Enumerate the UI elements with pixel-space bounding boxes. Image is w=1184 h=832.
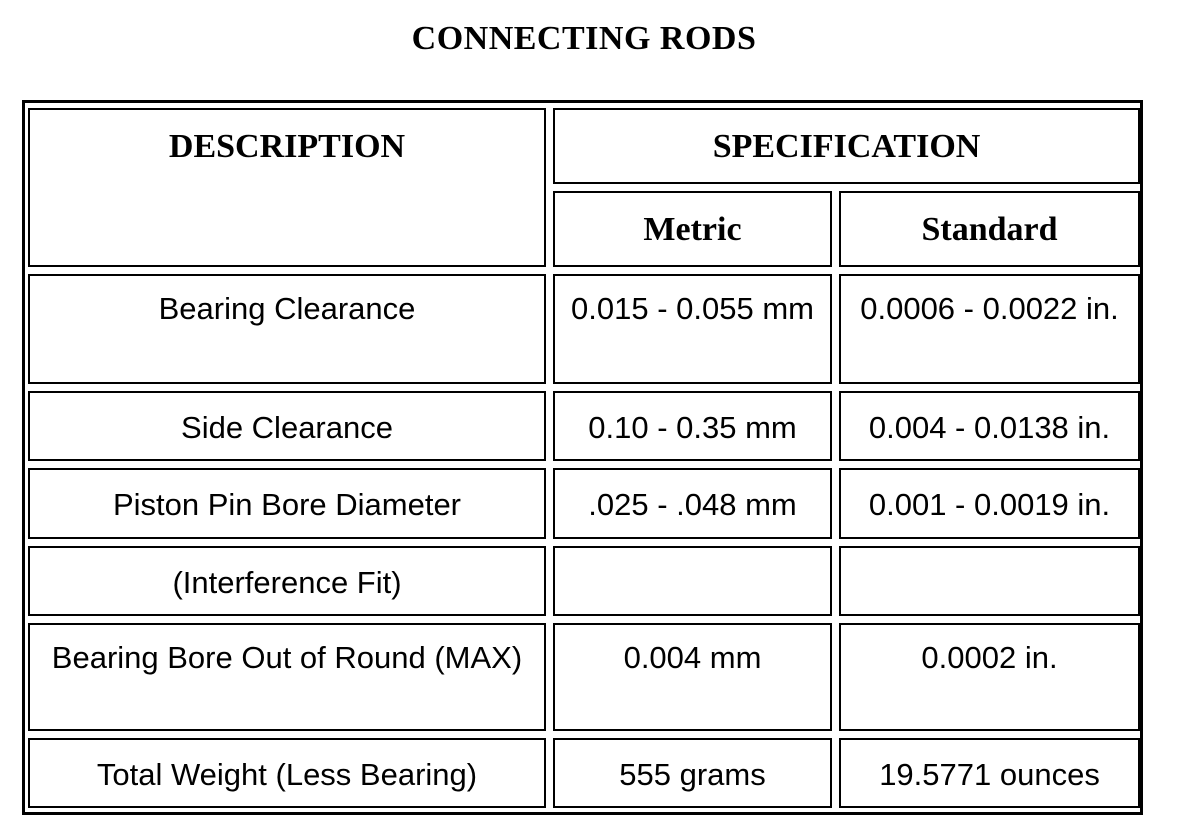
- row-metric: 555 grams: [553, 738, 832, 808]
- page-title: CONNECTING RODS: [411, 20, 757, 57]
- header-specification: SPECIFICATION: [553, 108, 1140, 184]
- header-row: [28, 108, 1140, 184]
- row-description: Bearing Clearance: [28, 274, 546, 384]
- row-description: (Interference Fit): [28, 546, 546, 616]
- header-standard: Standard: [839, 191, 1140, 267]
- row-description: Side Clearance: [28, 391, 546, 461]
- row-description: Bearing Bore Out of Round (MAX): [28, 623, 546, 731]
- table-row: [28, 468, 1140, 539]
- row-metric: .025 - .048 mm: [553, 468, 832, 539]
- table-row: [28, 274, 1140, 384]
- row-description: Total Weight (Less Bearing): [28, 738, 546, 808]
- row-metric: 0.015 - 0.055 mm: [553, 274, 832, 384]
- row-description: Piston Pin Bore Diameter: [28, 468, 546, 539]
- row-metric: 0.004 mm: [553, 623, 832, 731]
- row-standard: 19.5771 ounces: [839, 738, 1140, 808]
- row-metric: [553, 546, 832, 616]
- table-row: [28, 623, 1140, 731]
- row-standard: [839, 546, 1140, 616]
- row-standard: 0.001 - 0.0019 in.: [839, 468, 1140, 539]
- row-metric: 0.10 - 0.35 mm: [553, 391, 832, 461]
- row-standard: 0.0002 in.: [839, 623, 1140, 731]
- header-metric: Metric: [553, 191, 832, 267]
- table-row: [28, 546, 1140, 616]
- table-row: [28, 738, 1140, 808]
- table-row: [28, 391, 1140, 461]
- row-standard: 0.0006 - 0.0022 in.: [839, 274, 1140, 384]
- row-standard: 0.004 - 0.0138 in.: [839, 391, 1140, 461]
- spec-table: [21, 101, 1147, 815]
- header-description: DESCRIPTION: [28, 108, 546, 267]
